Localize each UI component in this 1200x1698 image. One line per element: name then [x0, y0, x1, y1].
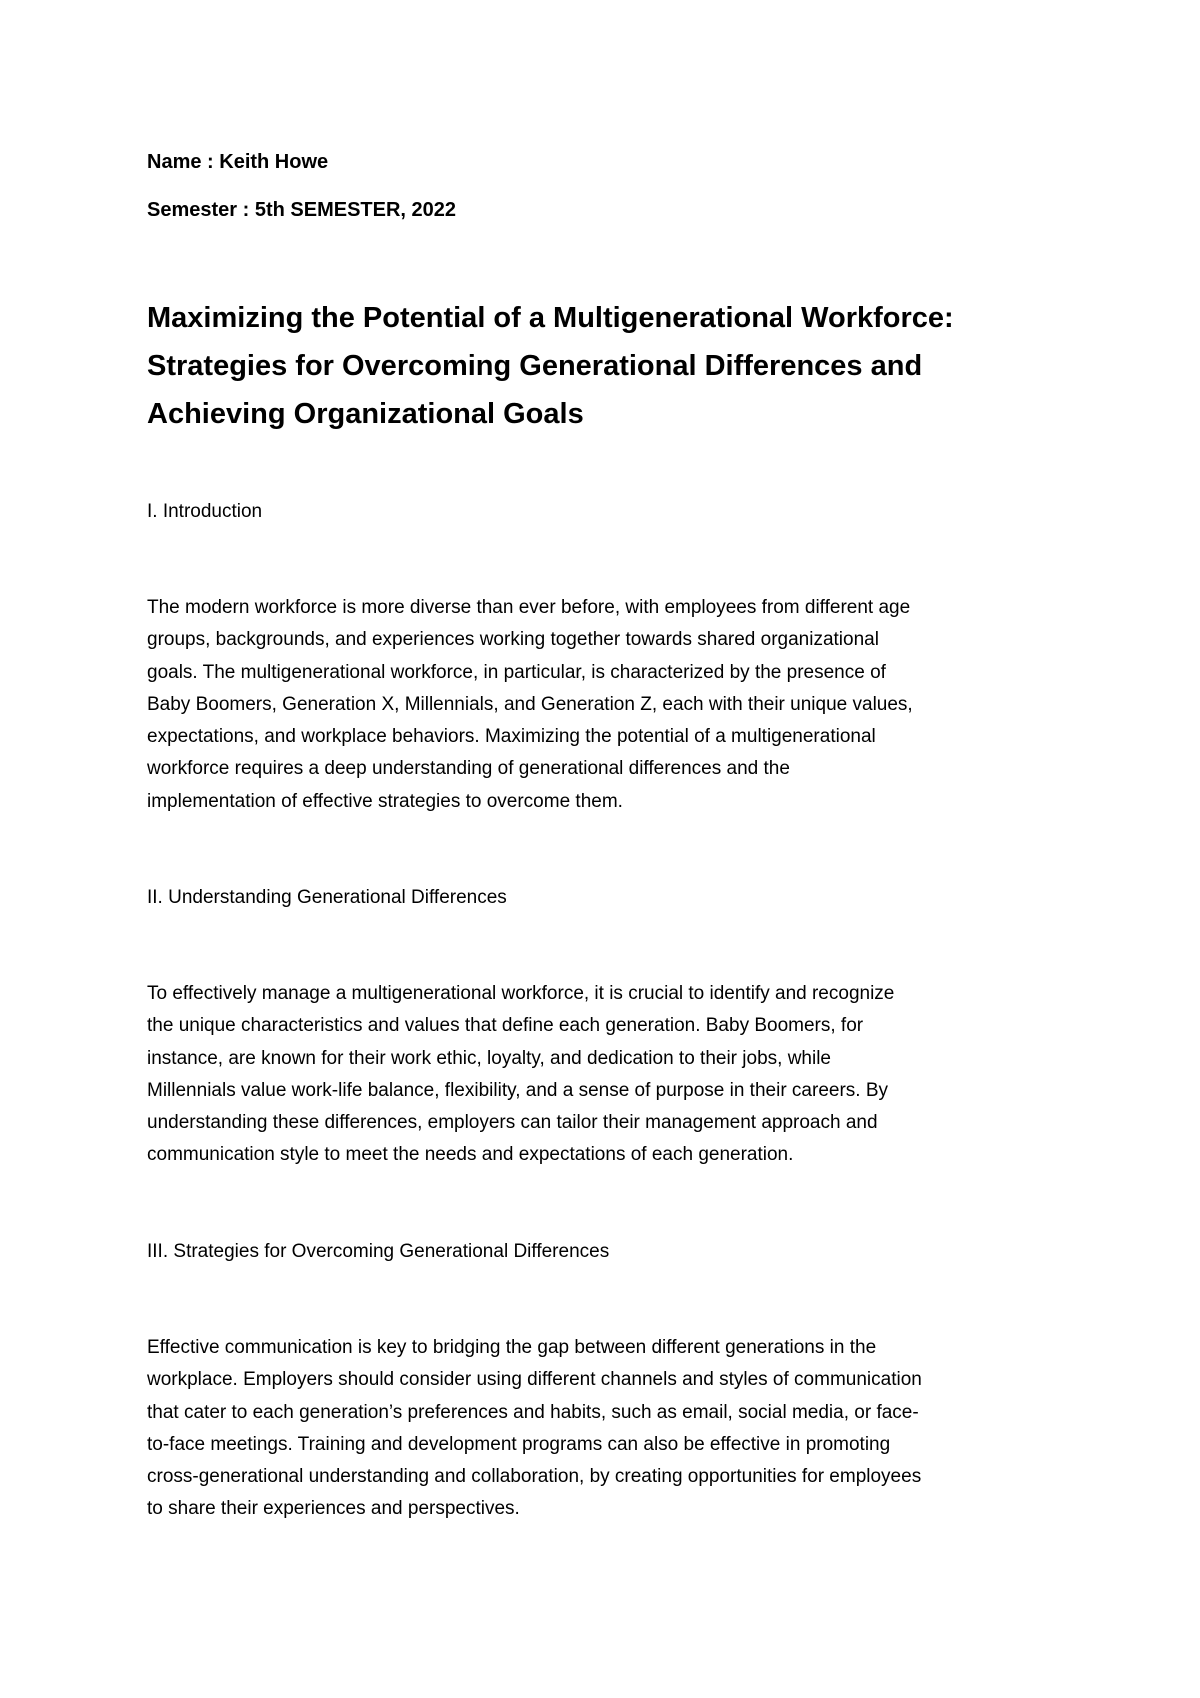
paragraph-line: workforce requires a deep understanding of generational differences and the: [147, 758, 790, 780]
paragraph-line: Baby Boomers, Generation X, Millennials, and Generation Z, each with their unique values,: [147, 693, 913, 715]
paragraph-line: Effective communication is key to bridging the gap between different generations in the: [147, 1337, 877, 1358]
title-line: Strategies for Overcoming Generational Differences and: [147, 350, 923, 382]
paragraph-line: cross-generational understanding and collaboration, by creating opportunities for employees: [147, 1466, 922, 1488]
introduction-paragraph: [147, 592, 1067, 818]
paragraph-line: groups, backgrounds, and experiences working together towards shared organizational: [147, 629, 879, 651]
document-page: [147, 0, 1067, 1698]
paragraph-line: To effectively manage a multigenerational workforce, it is crucial to identify and recognize: [147, 983, 895, 1004]
student-name: Name : Keith Howe: [147, 151, 329, 173]
document-title: [147, 294, 1067, 438]
paragraph-line: expectations, and workplace behaviors. Maximizing the potential of a multigenerational: [147, 726, 876, 748]
section-heading-understanding: II. Understanding Generational Differences: [147, 887, 507, 908]
paragraph-line: goals. The multigenerational workforce, in particular, is characterized by the presence of: [147, 661, 886, 683]
strategies-paragraph: [147, 1332, 1067, 1526]
title-line: Achieving Organizational Goals: [147, 398, 584, 430]
paragraph-line: Millennials value work-life balance, flexibility, and a sense of purpose in their careers. By: [147, 1079, 889, 1101]
title-line: Maximizing the Potential of a Multigenerational Workforce:: [147, 302, 954, 334]
paragraph-line: the unique characteristics and values that define each generation. Baby Boomers, for: [147, 1015, 864, 1037]
paragraph-line: communication style to meet the needs and expectations of each generation.: [147, 1144, 794, 1166]
paragraph-line: implementation of effective strategies to overcome them.: [147, 790, 623, 812]
section-heading-strategies: III. Strategies for Overcoming Generational Differences: [147, 1241, 610, 1262]
paragraph-line: understanding these differences, employers can tailor their management approach and: [147, 1112, 878, 1134]
paragraph-line: The modern workforce is more diverse than ever before, with employees from different age: [147, 597, 911, 618]
paragraph-line: that cater to each generation’s preferences and habits, such as email, social media, or face-: [147, 1401, 919, 1423]
paragraph-line: to share their experiences and perspectives.: [147, 1498, 520, 1520]
paragraph-line: instance, are known for their work ethic, loyalty, and dedication to their jobs, while: [147, 1047, 831, 1069]
understanding-paragraph: [147, 978, 1067, 1172]
semester-info: Semester : 5th SEMESTER, 2022: [147, 199, 457, 221]
paragraph-line: workplace. Employers should consider using different channels and styles of communication: [147, 1369, 922, 1391]
paragraph-line: to-face meetings. Training and development programs can also be effective in promoting: [147, 1433, 891, 1455]
section-heading-introduction: I. Introduction: [147, 501, 263, 522]
